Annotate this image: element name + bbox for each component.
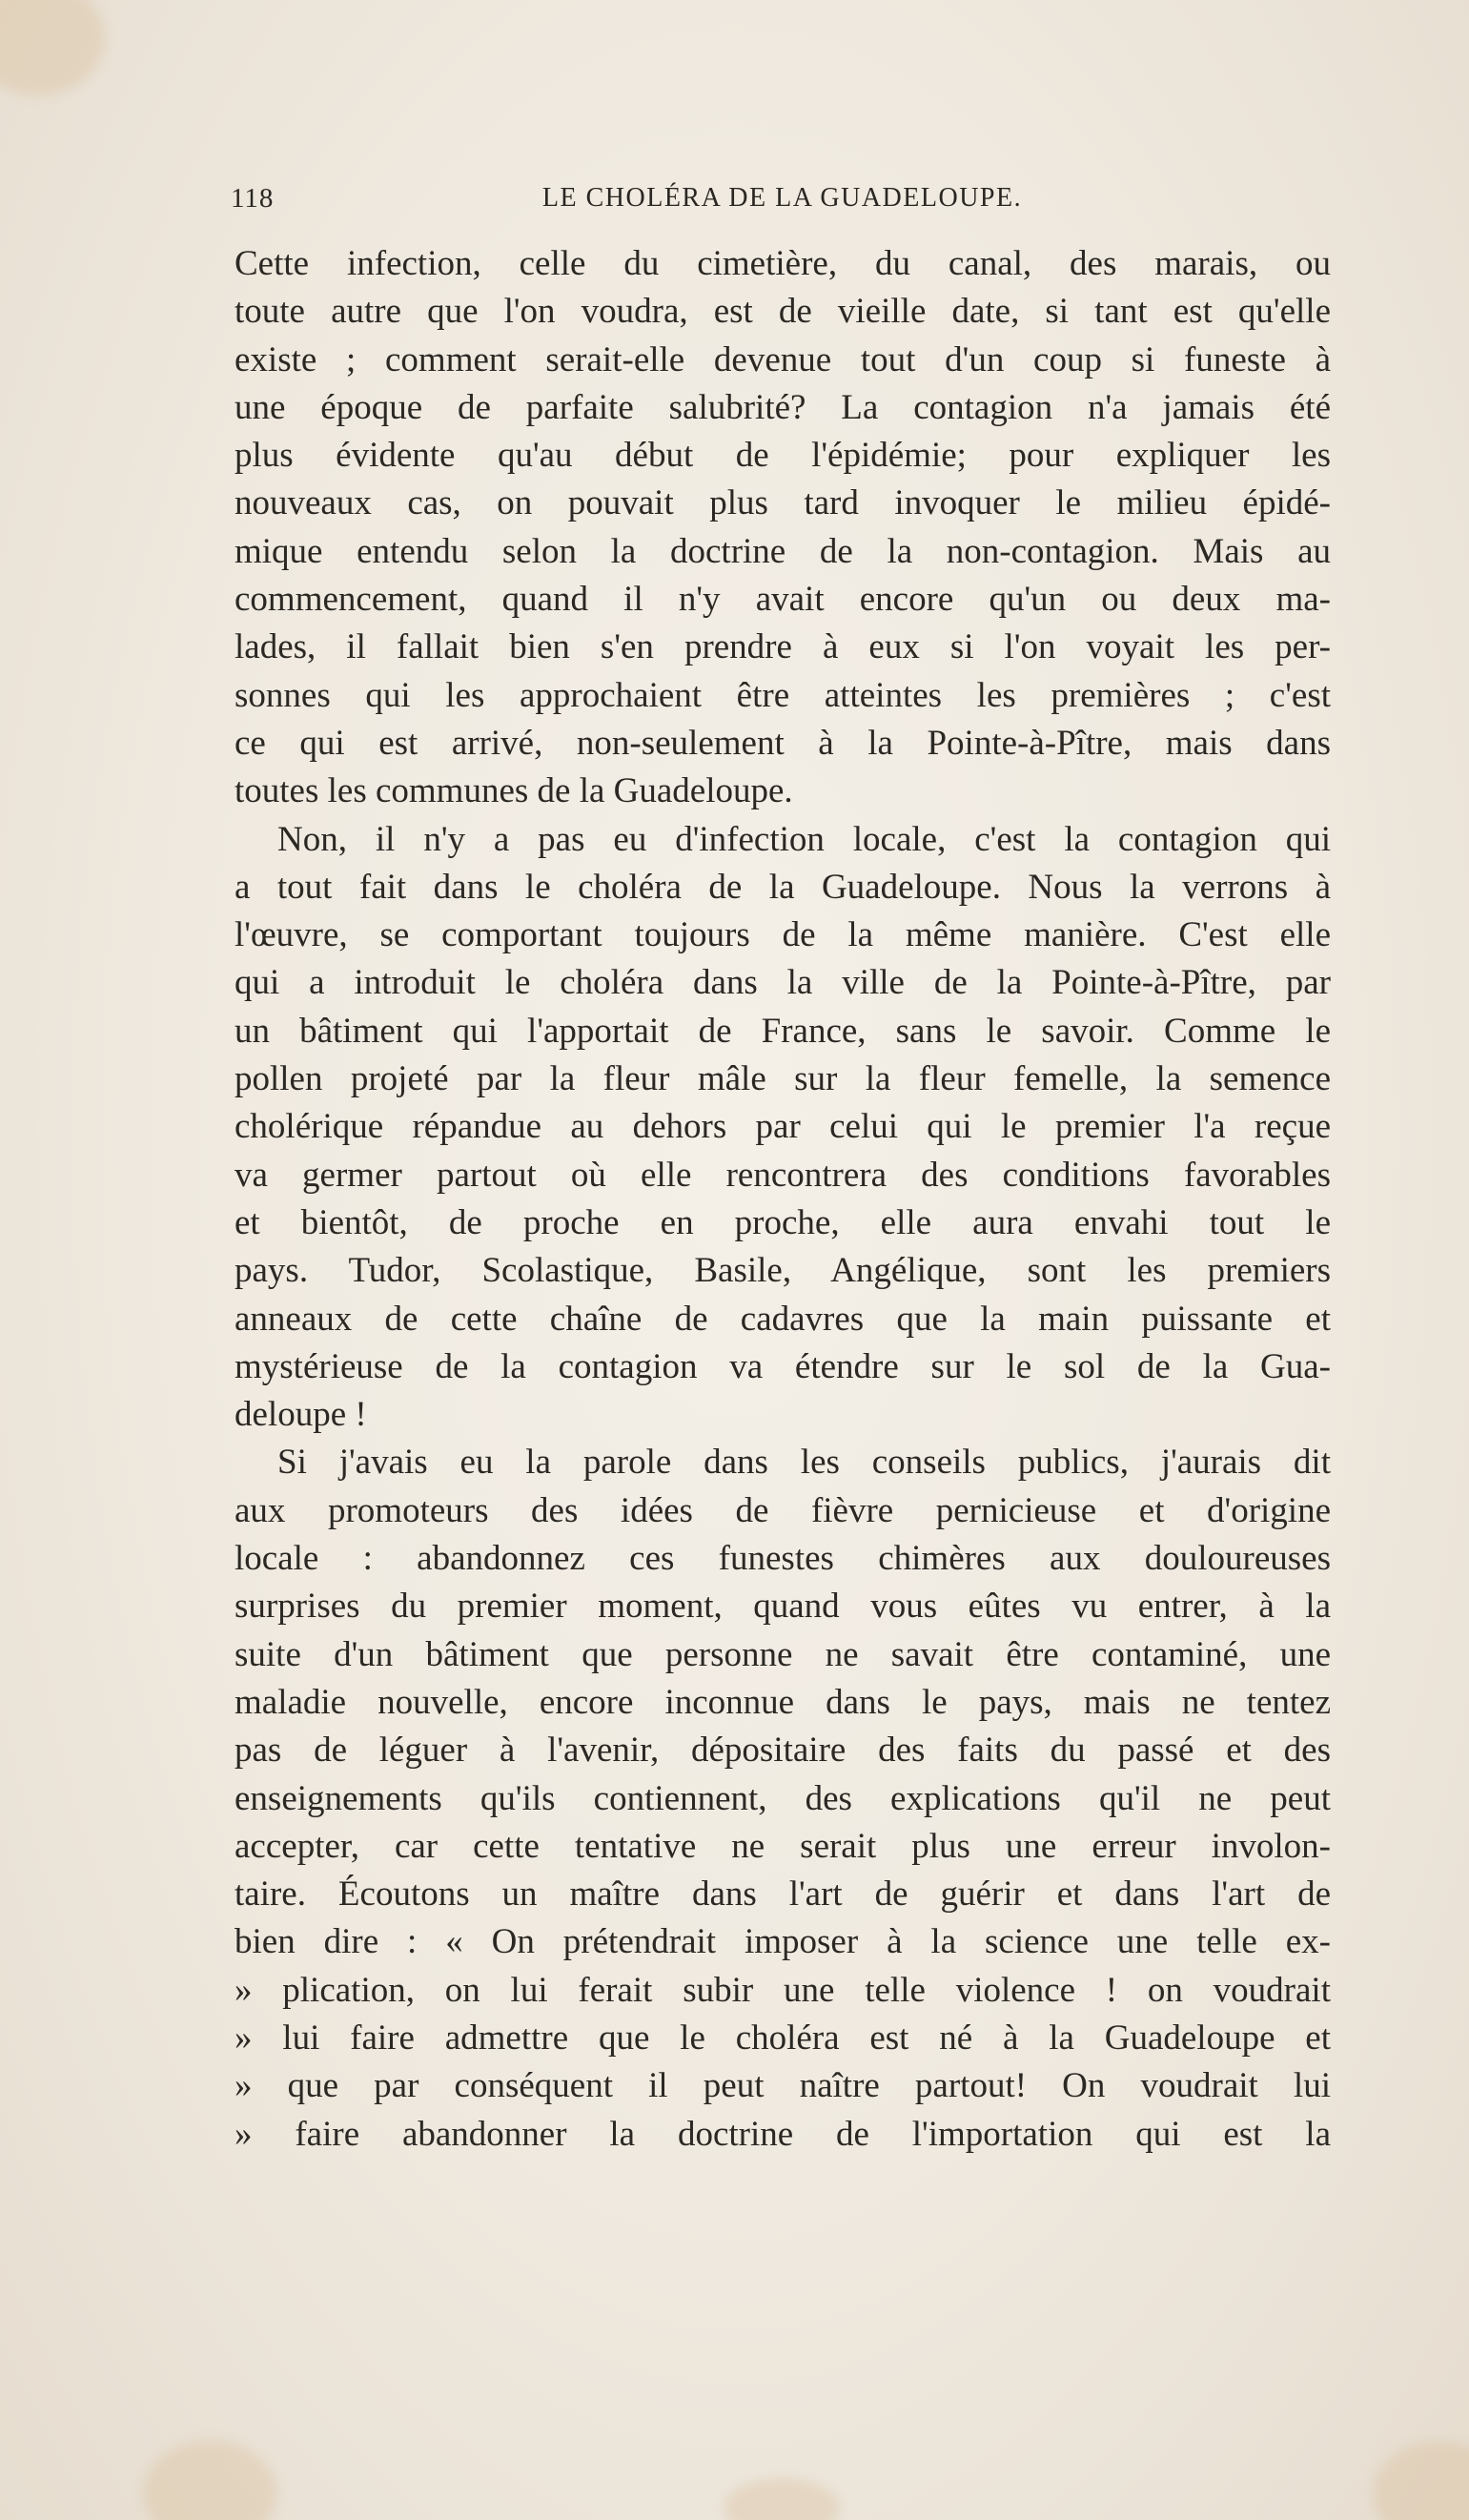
text-line: qui a introduit le choléra dans la ville de la Pointe-à-Pître, par <box>235 963 1331 1003</box>
text-line: a tout fait dans le choléra de la Guadeloupe. Nous la verrons à <box>235 867 1331 907</box>
text-line: deloupe ! <box>235 1395 367 1435</box>
text-line: » plication, on lui ferait subir une telle violence ! on voudrait <box>235 1970 1331 2010</box>
text-line: l'œuvre, se comportant toujours de la même manière. C'est elle <box>235 915 1331 955</box>
text-line: va germer partout où elle rencontrera des conditions favorables <box>235 1155 1331 1195</box>
paragraph <box>235 240 1331 816</box>
text-line: toute autre que l'on voudra, est de vieille date, si tant est qu'elle <box>235 292 1331 332</box>
text-line: mique entendu selon la doctrine de la non-contagion. Mais au <box>235 531 1331 571</box>
text-line: sonnes qui les approchaient être atteintes les premières ; c'est <box>235 675 1331 715</box>
paper-stain <box>1373 2441 1469 2520</box>
text-line: anneaux de cette chaîne de cadavres que la main puissante et <box>235 1299 1331 1339</box>
text-line: mystérieuse de la contagion va étendre sur le sol de la Gua- <box>235 1346 1331 1386</box>
text-line: » lui faire admettre que le choléra est né à la Guadeloupe et <box>235 2018 1331 2058</box>
text-line: existe ; comment serait-elle devenue tout d'un coup si funeste à <box>235 339 1331 379</box>
text-line: un bâtiment qui l'apportait de France, sans le savoir. Comme le <box>235 1011 1331 1051</box>
text-line: une époque de parfaite salubrité? La contagion n'a jamais été <box>235 387 1331 427</box>
running-title: LE CHOLÉRA DE LA GUADELOUPE. <box>541 183 1023 213</box>
text-line: pollen projeté par la fleur mâle sur la fleur femelle, la semence <box>235 1059 1331 1099</box>
text-line: et bientôt, de proche en proche, elle aura envahi tout le <box>235 1202 1331 1242</box>
paragraph <box>235 1439 1331 2158</box>
text-line: commencement, quand il n'y avait encore qu'un ou deux ma- <box>235 580 1331 620</box>
text-line: aux promoteurs des idées de fièvre pernicieuse et d'origine <box>235 1490 1331 1530</box>
text-line: toutes les communes de la Guadeloupe. <box>235 771 793 811</box>
page-number: 118 <box>231 183 275 214</box>
text-line: suite d'un bâtiment que personne ne savait être contaminé, une <box>235 1634 1331 1674</box>
text-line: enseignements qu'ils contiennent, des explications qu'il ne peut <box>235 1778 1331 1818</box>
text-line: cholérique répandue au dehors par celui qui le premier l'a reçue <box>235 1107 1331 1147</box>
text-line: surprises du premier moment, quand vous eûtes vu entrer, à la <box>235 1587 1331 1627</box>
text-line: » que par conséquent il peut naître partout! On voudrait lui <box>235 2066 1331 2106</box>
text-line: accepter, car cette tentative ne serait plus une erreur involon- <box>235 1826 1331 1866</box>
text-line: nouveaux cas, on pouvait plus tard invoquer le milieu épidé- <box>235 483 1331 523</box>
body-text <box>235 240 1331 2159</box>
text-line: locale : abandonnez ces funestes chimères aux douloureuses <box>235 1539 1331 1579</box>
paper-stain <box>0 0 105 95</box>
text-line: pas de léguer à l'avenir, dépositaire des faits du passé et des <box>235 1731 1331 1771</box>
text-line: Si j'avais eu la parole dans les conseils publics, j'aurais dit <box>277 1443 1331 1483</box>
text-line: Non, il n'y a pas eu d'infection locale, c'est la contagion qui <box>277 819 1331 859</box>
text-line: plus évidente qu'au début de l'épidémie; pour expliquer les <box>235 436 1331 476</box>
page-header <box>231 183 1334 221</box>
text-line: Cette infection, celle du cimetière, du canal, des marais, ou <box>235 244 1331 283</box>
paper-stain <box>143 2441 276 2520</box>
text-line: maladie nouvelle, encore inconnue dans le pays, mais ne tentez <box>235 1682 1331 1722</box>
text-line: » faire abandonner la doctrine de l'importation qui est la <box>235 2114 1331 2154</box>
text-line: ce qui est arrivé, non-seulement à la Pointe-à-Pître, mais dans <box>235 723 1331 763</box>
paragraph <box>235 816 1331 1440</box>
text-line: pays. Tudor, Scolastique, Basile, Angélique, sont les premiers <box>235 1251 1331 1291</box>
text-line: bien dire : « On prétendrait imposer à la science une telle ex- <box>235 1922 1331 1962</box>
paper-stain <box>724 2479 839 2520</box>
text-line: lades, il fallait bien s'en prendre à eux si l'on voyait les per- <box>235 627 1331 667</box>
text-line: taire. Écoutons un maître dans l'art de guérir et dans l'art de <box>235 1875 1331 1915</box>
